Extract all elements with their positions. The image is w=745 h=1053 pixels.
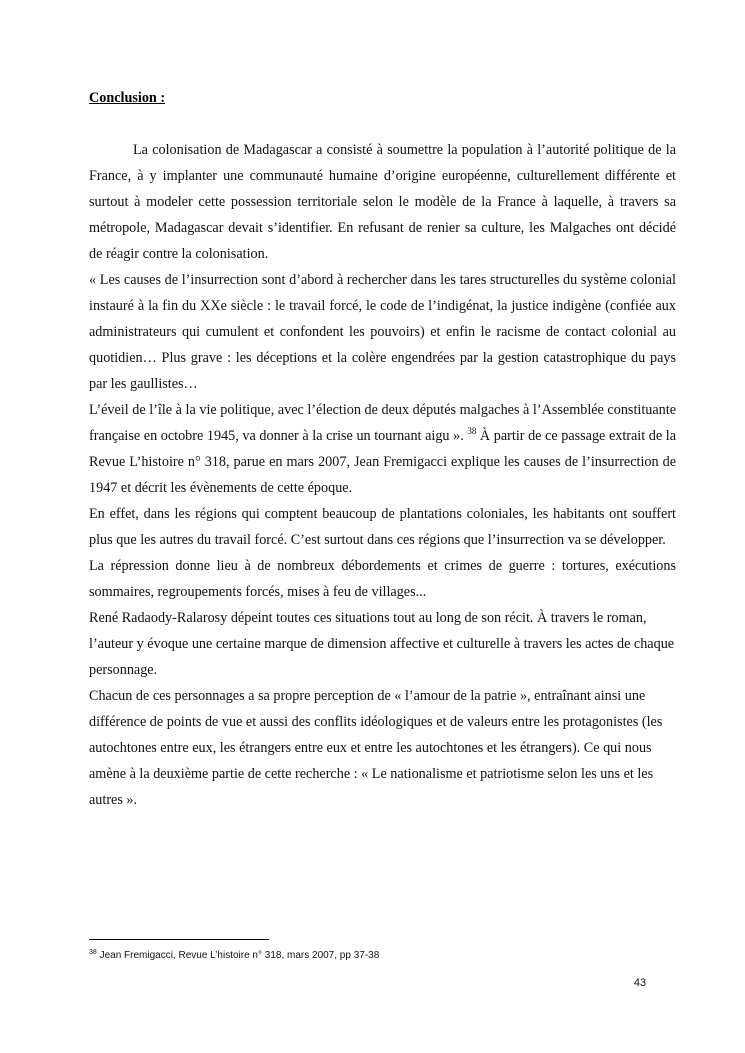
footnote-number: 38 (89, 949, 97, 956)
footnote-text: Jean Fremigacci, Revue L’histoire n° 318, mars 2007, pp 37-38 (96, 950, 380, 961)
paragraph-2: « Les causes de l’insurrection sont d’abord à rechercher dans les tares structurelles du système colonial instauré à la fin du XXe siècle : le travail forcé, le code de l’indigénat, la justice indigène (confiée aux administrateurs qui cumulent et confondent les pouvoirs) et enfin le racisme de contact colonial au quotidien… Plus grave : les déceptions et la colère engendrées par la gestion catastrophique du pays par les gaullistes… (89, 272, 676, 392)
paragraph-3-quote-end: L’éveil de l’île à la vie politique, avec l’élection de deux députés malgaches à l’Assemblée constituante française en octobre 1945, va donner à la crise un tournant aigu ». (89, 402, 676, 444)
paragraph-3 (89, 397, 676, 501)
paragraph-1: La colonisation de Madagascar a consisté à soumettre la population à l’autorité politique de la France, à y implanter une communauté humaine d’origine européenne, culturellement différente et surtout à modeler cette possession territoriale selon le modèle de la France à laquelle, à travers sa métropole, Madagascar devait s’identifier. En refusant de renier sa culture, les Malgaches ont décidé de réagir contre la colonisation. (89, 142, 676, 262)
paragraph-7: Chacun de ces personnages a sa propre perception de « l’amour de la patrie », entraînant ainsi une différence de points de vue et aussi des conflits idéologiques et de valeurs entre les protagonistes (les autochtones entre eux, les étrangers entre eux et entre les autochtones et les étrangers). Ce qui nous amène à la deuxième partie de cette recherche : « Le nationalisme et patriotisme selon les uns et les autres ». (89, 688, 663, 808)
body-text (89, 137, 676, 813)
footnote (89, 949, 379, 963)
footnote-reference[interactable]: 38 (467, 426, 477, 436)
paragraph-3-text: À partir de ce passage extrait de la Revue L’histoire n° 318, parue en mars 2007, Jean Fremigacci explique les causes de l’insurrection de 1947 et décrit les évènements de cette époque. (89, 428, 676, 496)
paragraph-6: René Radaody-Ralarosy dépeint toutes ces situations tout au long de son récit. À travers le roman, l’auteur y évoque une certaine marque de dimension affective et culturelle à travers les actes de chaque personnage. (89, 610, 675, 678)
section-heading: Conclusion : (89, 90, 166, 106)
paragraph-5: La répression donne lieu à de nombreux débordements et crimes de guerre : tortures, exécutions sommaires, regroupements forcés, mises à feu de villages... (89, 558, 676, 600)
page-number: 43 (633, 977, 647, 989)
footnote-separator (89, 939, 269, 940)
paragraph-4: En effet, dans les régions qui comptent beaucoup de plantations coloniales, les habitants ont souffert plus que les autres du travail forcé. C’est surtout dans ces régions que l’insurrection va se développer. (89, 506, 676, 548)
